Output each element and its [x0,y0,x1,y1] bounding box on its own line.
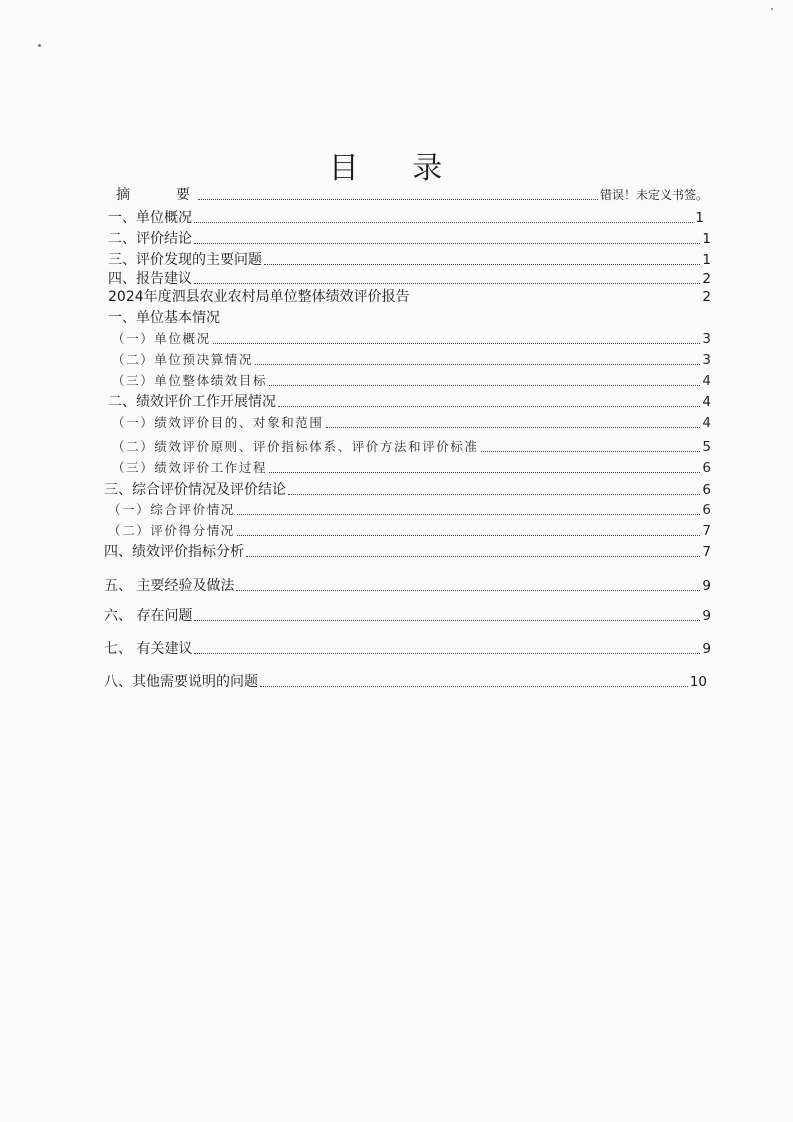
toc-leader [194,652,700,654]
toc-entry-label: （三）单位整体绩效目标 [112,373,268,388]
toc-title: 目 录 [328,151,465,186]
toc-leader [237,513,701,515]
toc-page-number: 1 [695,210,704,226]
toc-leader [264,263,700,265]
toc-entry[interactable] [104,606,711,626]
toc-page-number: 9 [702,578,711,594]
toc-entry-label: 五、 主要经验及做法 [104,578,235,594]
toc-entry[interactable] [104,576,711,596]
toc-entry-label: （二）评价得分情况 [108,523,235,538]
toc-entry-label: （一）绩效评价目的、对象和范围 [112,415,324,430]
toc-page-number: 3 [702,331,711,347]
toc-page-number: 7 [702,523,711,539]
toc-entry[interactable] [108,521,711,541]
toc-entry-label: （二）绩效评价原则、评价指标体系、评价方法和评价标准 [112,439,479,454]
toc-entry-label: 四、报告建议 [108,271,192,287]
toc-entry-abstract[interactable] [116,185,708,205]
toc-entry[interactable] [108,208,704,228]
toc-leader [194,242,700,244]
toc-leader [194,619,700,621]
toc-entry-label: （三）绩效评价工作过程 [112,460,268,475]
toc-page-number: 4 [702,373,711,389]
toc-entry-label: （二）单位预决算情况 [112,352,254,367]
toc-page-number: 10 [689,674,707,690]
toc-page-number: 7 [702,544,711,560]
toc-leader [222,322,709,323]
toc-entry-label: 三、综合评价情况及评价结论 [104,482,286,498]
toc-entry[interactable] [108,392,711,412]
toc-page-number: 6 [702,460,711,476]
toc-page-number: 错误！未定义书签。 [599,188,708,202]
toc-page-number: 9 [702,608,711,624]
toc-entry[interactable] [104,639,711,659]
toc-entry[interactable] [112,350,711,370]
toc-entry[interactable] [104,542,711,562]
toc-entry-label: 摘 要 [116,187,196,203]
toc-leader [198,198,598,200]
scan-speck [38,44,41,47]
toc-entry-label: （一）综合评价情况 [108,502,235,517]
toc-entry[interactable] [108,229,711,249]
toc-entry-label: 2024年度泗县农业农村局单位整体绩效评价报告 [108,289,410,305]
toc-entry[interactable] [112,371,711,391]
toc-page-number: 6 [702,482,711,498]
toc-entry[interactable] [108,500,711,520]
toc-page-number: 4 [702,394,711,410]
toc-leader [236,589,700,591]
toc-page-number: 2 [702,289,711,305]
toc-leader [269,384,700,386]
toc-leader [481,450,701,452]
toc-leader [278,405,700,407]
toc-entry-label: 四、绩效评价指标分析 [104,544,244,560]
toc-page-number: 6 [702,502,711,518]
toc-page-number: 1 [702,252,711,268]
toc-entry[interactable] [104,480,711,500]
toc-page-number: 3 [702,352,711,368]
toc-entry-label: 七、 有关建议 [104,641,193,657]
toc-leader [194,282,700,284]
toc-leader [255,363,700,365]
toc-entry[interactable] [112,437,711,457]
toc-entry-label: 三、评价发现的主要问题 [108,252,262,268]
toc-entry[interactable] [112,458,711,478]
toc-leader [326,426,701,428]
toc-entry[interactable] [108,250,711,270]
toc-leader [260,685,688,687]
toc-page-number: 5 [702,439,711,455]
toc-entry[interactable] [108,287,711,307]
toc-page-number: 1 [702,231,711,247]
toc-entry[interactable] [108,308,711,328]
toc-page-number: 9 [702,641,711,657]
toc-entry-label: 八、其他需要说明的问题 [104,674,258,690]
toc-entry-label: （一）单位概况 [112,331,211,346]
toc-entry[interactable] [112,329,711,349]
toc-leader [237,534,701,536]
toc-entry-label: 二、绩效评价工作开展情况 [108,394,276,410]
toc-page-number: 4 [702,415,711,431]
toc-entry-label: 二、评价结论 [108,231,192,247]
toc-leader [412,301,701,302]
toc-entry-label: 一、单位概况 [108,210,192,226]
toc-entry[interactable] [112,413,711,433]
toc-entry-label: 六、 存在问题 [104,608,193,624]
toc-leader [213,342,701,344]
toc-leader [288,493,700,495]
toc-leader [269,471,700,473]
toc-entry[interactable] [108,269,711,289]
scan-speck [771,8,773,10]
toc-leader [246,555,700,557]
toc-page-number: 2 [702,271,711,287]
toc-leader [194,221,693,223]
toc-entry-label: 一、单位基本情况 [108,310,220,326]
toc-entry[interactable] [104,672,707,692]
